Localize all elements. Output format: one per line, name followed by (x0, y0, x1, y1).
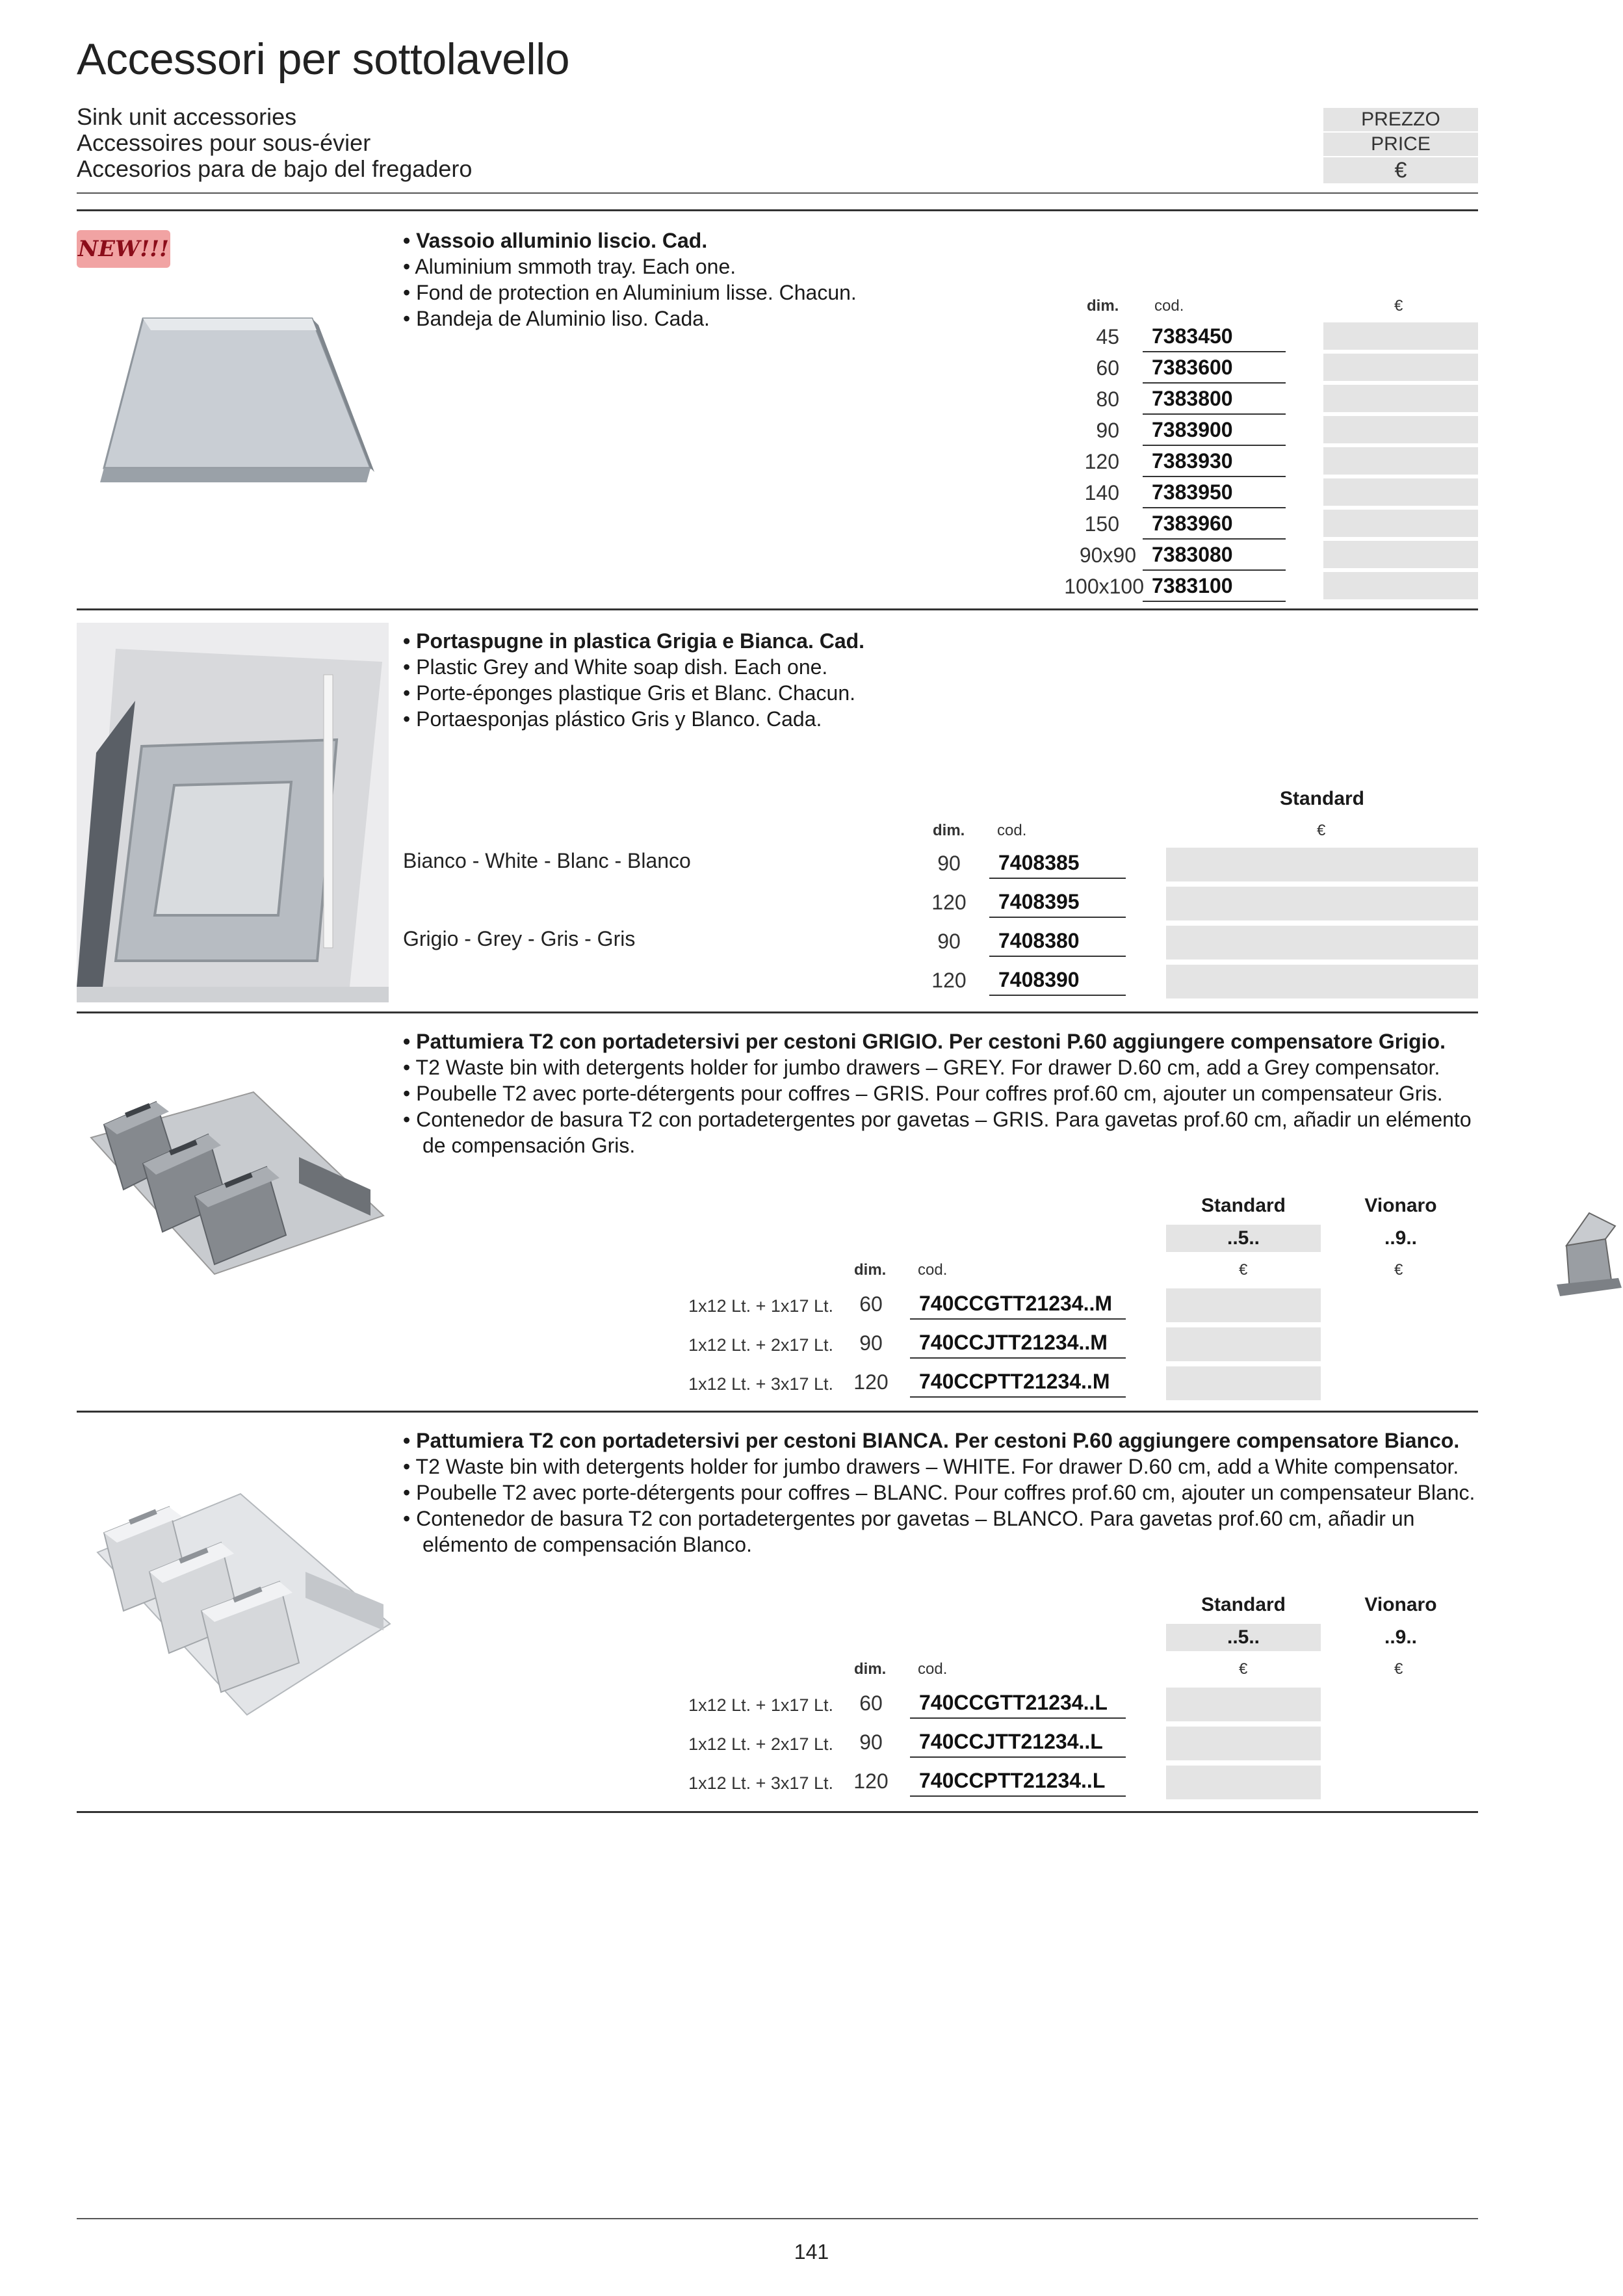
price-cell (1323, 541, 1478, 568)
table-row: 1x12 Lt. + 3x17 Lt. 120 740CCPTT21234..M (650, 1364, 1482, 1403)
header-divider-1 (77, 192, 1478, 194)
column-header-vionaro: Vionaro (1364, 1594, 1437, 1615)
bullet-es: • Contenedor de basura T2 con portadetergentes por gavetas – BLANCO. Para gavetas prof.60 cm, añadir un elémento de compensación Blanco. (403, 1507, 1415, 1556)
price-label-vionaro: € (1394, 1660, 1403, 1678)
bullet-it: • Vassoio alluminio liscio. Cad. (403, 229, 708, 252)
table-row: 1x12 Lt. + 2x17 Lt. 90 740CCJTT21234..L (650, 1724, 1482, 1763)
price-box-price: PRICE (1323, 133, 1478, 156)
product-code: 7408395 (989, 887, 1126, 918)
bullet-fr: • Porte-éponges plastique Gris et Blanc. Chacun. (403, 681, 856, 705)
price-cell (1166, 1366, 1321, 1400)
section4-table (650, 1685, 1482, 1802)
bullet-en: • Aluminium smmoth tray. Each one. (403, 255, 736, 278)
subtitle-fr: Accessoires pour sous-évier (77, 129, 371, 156)
table-row: 100x100 7383100 (1040, 571, 1482, 602)
subtitle-en: Sink unit accessories (77, 103, 297, 130)
table-row: 1x12 Lt. + 1x17 Lt. 60 740CCGTT21234..M (650, 1286, 1482, 1325)
page-subtitles (77, 104, 472, 182)
price-cell (1166, 1327, 1321, 1361)
column-header-standard: Standard (1279, 788, 1365, 809)
color-label-grey: Grigio - Grey - Gris - Gris (403, 927, 636, 950)
table-row: 1x12 Lt. + 2x17 Lt. 90 740CCJTT21234..M (650, 1325, 1482, 1364)
capacity: 1x12 Lt. + 3x17 Lt. (688, 1773, 833, 1793)
bullet-it: • Portaspugne in plastica Grigia e Bianca. Cad. (403, 629, 865, 653)
product-code: 740CCJTT21234..M (910, 1327, 1126, 1359)
column-header-standard: Standard (1201, 1594, 1286, 1615)
sponge-holder-image (77, 623, 389, 1002)
section-divider-1 (77, 608, 1478, 610)
price-label-standard: € (1239, 1261, 1248, 1279)
table-row: 45 7383450 (1040, 321, 1482, 352)
price-cell (1323, 385, 1478, 412)
bullet-fr: • Fond de protection en Aluminium lisse. Chacun. (403, 281, 857, 304)
color-label-white: Bianco - White - Blanc - Blanco (403, 849, 691, 872)
price-label: € (1394, 297, 1403, 315)
bullet-es: • Contenedor de basura T2 con portadetergentes por gavetas – GRIS. Para gavetas prof.60 cm, añadir un elémento de compensación Gris. (403, 1108, 1472, 1157)
bullet-es: • Portaesponjas plástico Gris y Blanco. Cada. (403, 707, 822, 731)
price-cell (1166, 1766, 1321, 1799)
section-divider-2 (77, 1011, 1478, 1013)
table-row: 90 7383900 (1040, 415, 1482, 446)
section4-description (403, 1428, 1482, 1558)
capacity: 1x12 Lt. + 2x17 Lt. (688, 1734, 833, 1754)
column-code-vionaro: ..9.. (1384, 1626, 1418, 1648)
bullet-fr: • Poubelle T2 avec porte-détergents pour coffres – GRIS. Pour coffres prof.60 cm, ajouter un compensateur Gris. (403, 1082, 1443, 1105)
dim-label: dim. (933, 822, 965, 839)
table-row: 1x12 Lt. + 1x17 Lt. 60 740CCGTT21234..L (650, 1685, 1482, 1724)
price-cell (1323, 510, 1478, 537)
price-box-euro: € (1323, 157, 1478, 183)
table-row: 120 7408395 (897, 884, 1482, 923)
table-row: 1x12 Lt. + 3x17 Lt. 120 740CCPTT21234..L (650, 1763, 1482, 1802)
header-divider-2 (77, 209, 1478, 211)
subtitle-es: Accesorios para de bajo del fregadero (77, 155, 473, 182)
table-row: 80 7383800 (1040, 384, 1482, 415)
price-label-standard: € (1239, 1660, 1248, 1678)
grey-waste-bin-image (84, 1066, 390, 1281)
section2-table (897, 845, 1482, 1001)
product-code: 740CCPTT21234..M (910, 1366, 1126, 1398)
price-cell (1323, 354, 1478, 381)
bullet-it: • Pattumiera T2 con portadetersivi per cestoni GRIGIO. Per cestoni P.60 aggiungere compensatore Grigio. (403, 1030, 1446, 1053)
price-cell (1323, 416, 1478, 443)
product-code: 740CCGTT21234..M (910, 1288, 1126, 1320)
dim-label: dim. (1087, 297, 1119, 315)
table-row: 140 7383950 (1040, 477, 1482, 508)
capacity: 1x12 Lt. + 3x17 Lt. (688, 1374, 833, 1394)
side-bin-thumbnail (1553, 1207, 1623, 1298)
price-cell (1323, 478, 1478, 506)
product-code: 7408385 (989, 848, 1126, 879)
column-header-standard: Standard (1201, 1195, 1286, 1216)
price-cell (1166, 965, 1478, 998)
table-row: 120 7383930 (1040, 446, 1482, 477)
capacity: 1x12 Lt. + 2x17 Lt. (688, 1335, 833, 1355)
section1-table (1040, 321, 1482, 602)
column-code-standard: ..5.. (1166, 1624, 1321, 1651)
column-header-vionaro: Vionaro (1364, 1195, 1437, 1216)
price-cell (1166, 1727, 1321, 1760)
page-number: 141 (794, 2240, 829, 2263)
bullet-fr: • Poubelle T2 avec porte-détergents pour coffres – BLANC. Pour coffres prof.60 cm, ajouter un compensateur Blanc. (403, 1481, 1475, 1504)
section2-description (403, 628, 988, 732)
column-code-vionaro: ..9.. (1384, 1227, 1418, 1249)
product-code: 7383800 (1143, 384, 1286, 415)
new-badge: NEW!!! (77, 230, 170, 268)
cod-label: cod. (1154, 297, 1184, 315)
product-code: 7383930 (1143, 446, 1286, 477)
table-row: 90 7408385 (897, 845, 1482, 884)
capacity: 1x12 Lt. + 1x17 Lt. (688, 1296, 833, 1316)
product-code: 740CCPTT21234..L (910, 1766, 1126, 1797)
price-cell (1323, 447, 1478, 475)
price-cell (1166, 887, 1478, 920)
column-code-standard: ..5.. (1166, 1225, 1321, 1252)
bullet-en: • Plastic Grey and White soap dish. Each one. (403, 655, 828, 679)
price-cell (1323, 572, 1478, 599)
product-code: 7383100 (1143, 571, 1286, 602)
table-row: 90x90 7383080 (1040, 540, 1482, 571)
cod-label: cod. (997, 822, 1027, 839)
page-title: Accessori per sottolavello (77, 34, 570, 84)
cod-label: cod. (918, 1660, 948, 1678)
price-cell (1166, 1688, 1321, 1721)
section3-table (650, 1286, 1482, 1403)
price-box-prezzo: PREZZO (1323, 108, 1478, 131)
section1-description (403, 228, 897, 332)
table-row: 120 7408390 (897, 962, 1482, 1001)
table-row: 60 7383600 (1040, 352, 1482, 384)
product-code: 7408390 (989, 965, 1126, 996)
section-divider-3 (77, 1411, 1478, 1413)
price-cell (1166, 1288, 1321, 1322)
bullet-es: • Bandeja de Aluminio liso. Cada. (403, 307, 710, 330)
product-code: 740CCGTT21234..L (910, 1688, 1126, 1719)
bullet-en: • T2 Waste bin with detergents holder for jumbo drawers – GREY. For drawer D.60 cm, add a Grey compensator. (403, 1056, 1440, 1079)
product-code: 7383080 (1143, 540, 1286, 571)
product-code: 7383950 (1143, 477, 1286, 508)
product-code: 7383600 (1143, 352, 1286, 384)
bullet-it: • Pattumiera T2 con portadetersivi per cestoni BIANCA. Per cestoni P.60 aggiungere compensatore Bianco. (403, 1429, 1460, 1452)
dim-label: dim. (854, 1660, 887, 1678)
price-cell (1323, 322, 1478, 350)
white-waste-bin-image (91, 1455, 396, 1721)
aluminium-tray-image (91, 280, 377, 494)
product-code: 740CCJTT21234..L (910, 1727, 1126, 1758)
product-code: 7408380 (989, 926, 1126, 957)
product-code: 7383450 (1143, 321, 1286, 352)
dim-label: dim. (854, 1261, 887, 1279)
price-cell (1166, 926, 1478, 959)
capacity: 1x12 Lt. + 1x17 Lt. (688, 1695, 833, 1715)
price-cell (1166, 848, 1478, 881)
price-label-vionaro: € (1394, 1261, 1403, 1279)
product-code: 7383900 (1143, 415, 1286, 446)
bullet-en: • T2 Waste bin with detergents holder for jumbo drawers – WHITE. For drawer D.60 cm, add a White compensator. (403, 1455, 1459, 1478)
table-row: 90 7408380 (897, 923, 1482, 962)
price-label: € (1317, 822, 1326, 839)
section3-description (403, 1028, 1482, 1158)
section-divider-4 (77, 1811, 1478, 1813)
product-code: 7383960 (1143, 508, 1286, 540)
table-row: 150 7383960 (1040, 508, 1482, 540)
cod-label: cod. (918, 1261, 948, 1279)
footer-divider (77, 2218, 1478, 2219)
